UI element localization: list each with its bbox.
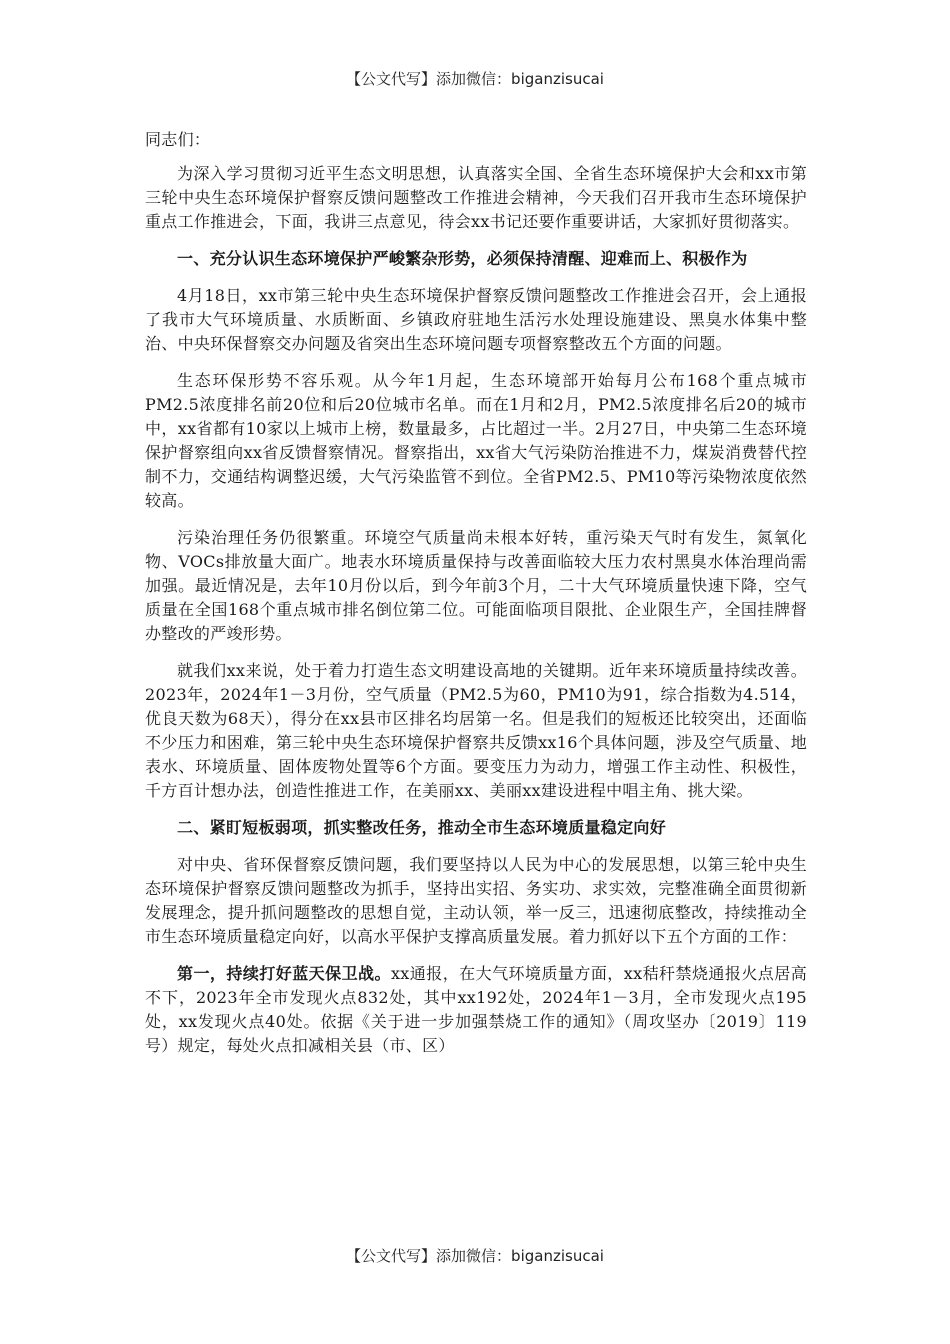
page-header: 【公文代写】添加微信：biganzisucai bbox=[346, 70, 604, 88]
section-1-paragraph-2: 生态环保形势不容乐观。从今年1月起，生态环境部开始每月公布168个重点城市PM2.5浓度排名前20位和后20位城市名单。而在1月和2月，PM2.5浓度排名后20的城市中，xx省都有10家以上城市上榜，数量最多，占比超过一半。2月27日，中央第二生态环境保护督察组向xx省反馈督察情况。督察指出，xx省大气污染防治推进不力，煤炭消费替代控制不力，交通结构调整迟缓，大气污染监管不到位。全省PM2.5、PM10等污染物浓度依然较高。 bbox=[145, 371, 807, 510]
intro-paragraph: 为深入学习贯彻习近平生态文明思想，认真落实全国、全省生态环境保护大会和xx市第三轮中央生态环境保护督察反馈问题整改工作推进会精神，今天我们召开我市生态环境保护重点工作推进会，下面，我讲三点意见，待会xx书记还要作重要讲话，大家抓好贯彻落实。 bbox=[145, 164, 807, 231]
subsection-lead: 第一，持续打好蓝天保卫战。 bbox=[177, 964, 391, 983]
section-2-paragraph-1: 对中央、省环保督察反馈问题，我们要坚持以人民为中心的发展思想，以第三轮中央生态环境保护督察反馈问题整改为抓手，坚持出实招、务实功、求实效，完整准确全面贯彻新发展理念，提升抓问题整改的思想自觉，主动认领，举一反三，迅速彻底整改，持续推动全市生态环境质量稳定向好，以高水平保护支撑高质量发展。着力抓好以下五个方面的工作： bbox=[145, 855, 807, 946]
document-body bbox=[145, 128, 807, 1071]
section-1-paragraph-1: 4月18日，xx市第三轮中央生态环境保护督察反馈问题整改工作推进会召开，会上通报了我市大气环境质量、水质断面、乡镇政府驻地生活污水处理设施建设、黑臭水体集中整治、中央环保督察交办问题及省突出生态环境问题专项督察整改五个方面的问题。 bbox=[145, 286, 807, 353]
subsection-text: xx通报，在大气环境质量方面，xx秸秆禁烧通报火点居高不下，2023年全市发现火点832处，其中xx192处，2024年1－3月，全市发现火点195处，xx发现火点40处。依据《关于进一步加强禁烧工作的通知》（周攻坚办〔2019〕119号）规定，每处火点扣减相关县（市、区） bbox=[145, 964, 807, 1055]
section-2-heading: 二、紧盯短板弱项，抓实整改任务，推动全市生态环境质量稳定向好 bbox=[177, 818, 667, 837]
section-1-paragraph-4: 就我们xx来说，处于着力打造生态文明建设高地的关键期。近年来环境质量持续改善。2023年，2024年1－3月份，空气质量（PM2.5为60，PM10为91，综合指数为4.514，优良天数为68天），得分在xx县市区排名均居第一名。但是我们的短板还比较突出，还面临不少压力和困难，第三轮中央生态环境保护督察共反馈xx16个具体问题，涉及空气质量、地表水、环境质量、固体废物处置等6个方面。要变压力为动力，增强工作主动性、积极性，千方百计想办法，创造性推进工作，在美丽xx、美丽xx建设进程中唱主角、挑大梁。 bbox=[145, 661, 808, 800]
section-1-paragraph-3: 污染治理任务仍很繁重。环境空气质量尚未根本好转，重污染天气时有发生，氮氧化物、VOCs排放量大面广。地表水环境质量保持与改善面临较大压力农村黑臭水体治理尚需加强。最近情况是，去年10月份以后，到今年前3个月，二十大气环境质量快速下降，空气质量在全国168个重点城市排名倒位第二位。可能面临项目限批、企业限生产，全国挂牌督办整改的严竣形势。 bbox=[145, 528, 807, 643]
section-2-paragraph-2 bbox=[145, 962, 807, 1058]
page-footer: 【公文代写】添加微信：biganzisucai bbox=[346, 1247, 604, 1265]
section-1-heading: 一、充分认识生态环境保护严峻繁杂形势，必须保持清醒、迎难而上、积极作为 bbox=[177, 249, 748, 268]
salutation: 同志们： bbox=[145, 130, 211, 149]
